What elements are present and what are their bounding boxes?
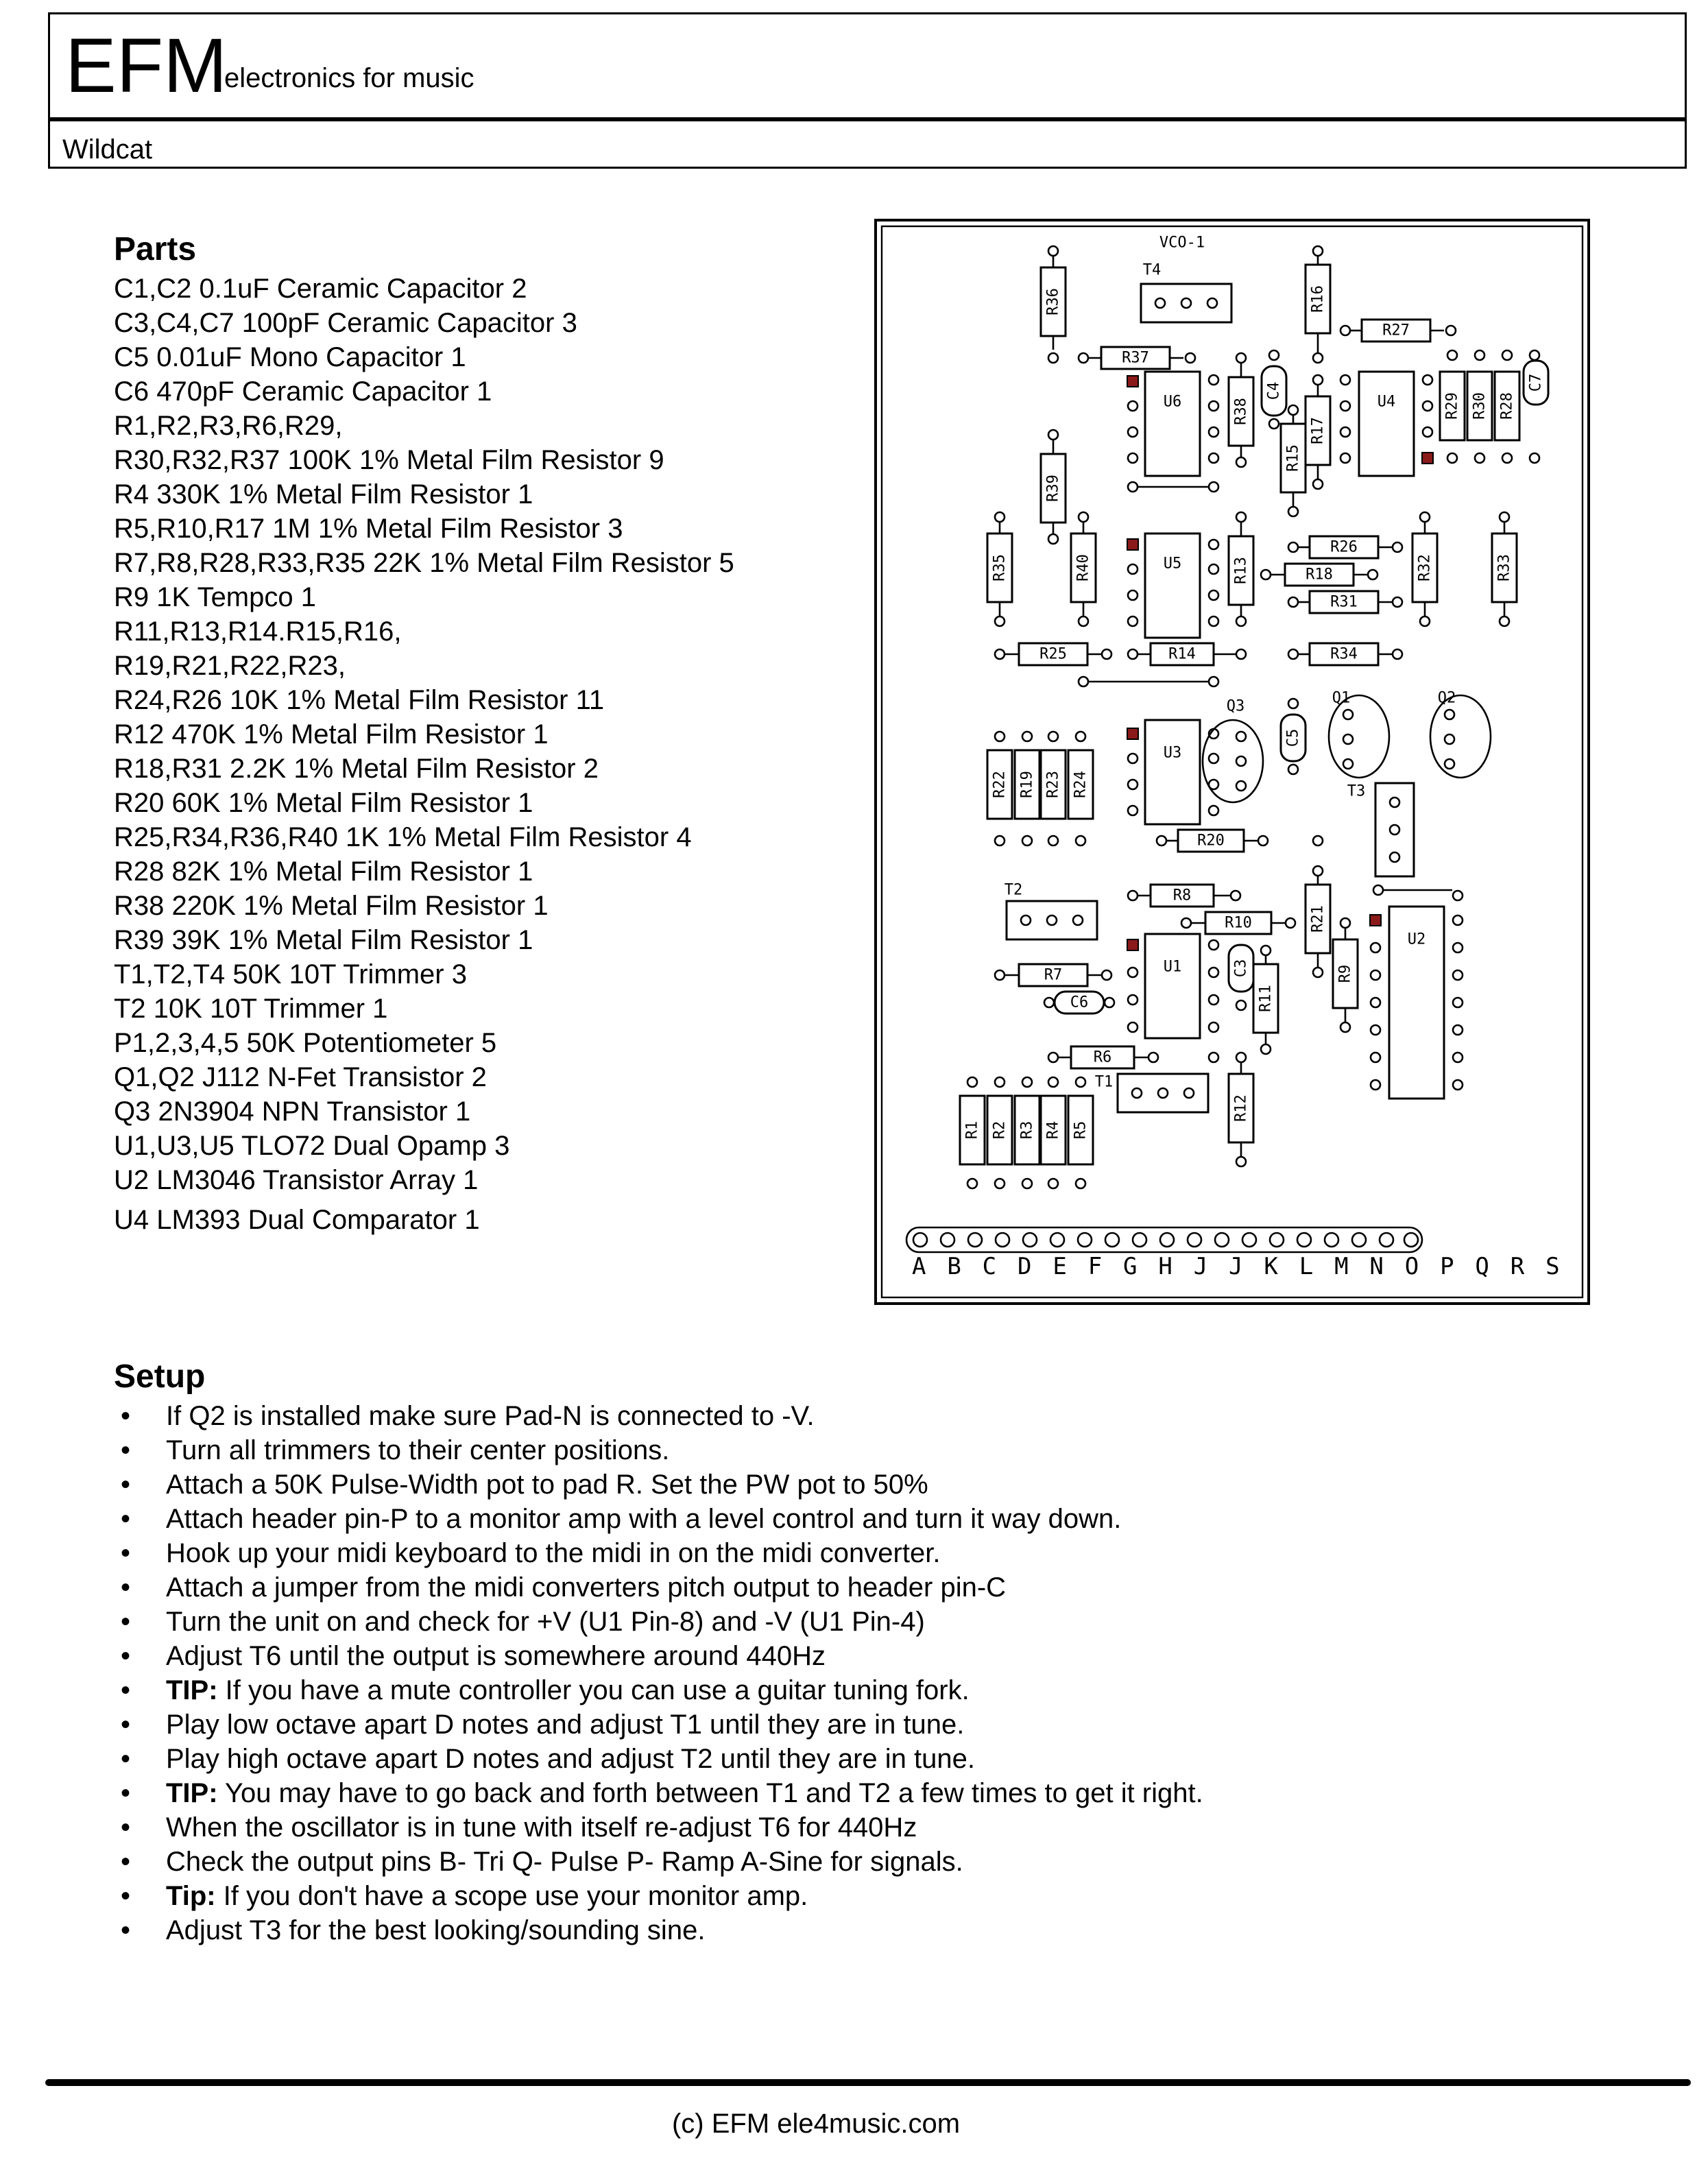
resistor-r38 (1229, 363, 1253, 457)
transistor-q2 (1430, 690, 1491, 778)
setup-step-text: Attach header pin-P to a monitor amp with a level control and turn it way down. (166, 1504, 1122, 1534)
setup-step (114, 1639, 1203, 1673)
svg-text:R26: R26 (1330, 538, 1358, 556)
bullet: • (121, 1675, 131, 1705)
resistor-r14 (1138, 643, 1236, 665)
resistor-r21 (1306, 876, 1330, 967)
transistor-q1 (1329, 690, 1389, 778)
resistor-r24 (1068, 750, 1093, 819)
resistor-r18 (1271, 564, 1367, 586)
resistor-r19 (1015, 750, 1039, 819)
trimmer-t1-label: T1 (1094, 1073, 1114, 1091)
resistor-r36 (1041, 256, 1066, 350)
bullet: • (121, 1607, 131, 1637)
brand-tagline: electronics for music (224, 63, 474, 93)
pcb-layout-diagram (874, 218, 1591, 1306)
resistor-r12 (1229, 1063, 1253, 1156)
svg-text:R32: R32 (1416, 554, 1434, 582)
bullet: • (121, 1401, 131, 1431)
setup-step (114, 1536, 1203, 1570)
parts-item: U1,U3,U5 TLO72 Dual Opamp 3 (114, 1131, 510, 1161)
resistor-r40 (1071, 523, 1096, 616)
setup-step (114, 1433, 1203, 1467)
svg-text:U5: U5 (1163, 555, 1182, 573)
resistor-r27 (1351, 320, 1444, 341)
trimmer-t2-label: T2 (1004, 881, 1023, 899)
parts-item: R28 82K 1% Metal Film Resistor 1 (114, 856, 533, 887)
parts-item: R5,R10,R17 1M 1% Metal Film Resistor 3 (114, 514, 623, 544)
parts-item: R12 470K 1% Metal Film Resistor 1 (114, 719, 549, 750)
setup-step-text: If you have a mute controller you can use a guitar tuning fork. (217, 1675, 970, 1705)
resistor-r4 (1041, 1096, 1066, 1164)
bullet: • (121, 1435, 131, 1465)
svg-text:R4: R4 (1044, 1120, 1062, 1140)
svg-text:R13: R13 (1232, 557, 1250, 584)
resistor-r31 (1299, 591, 1392, 613)
bullet: • (121, 1812, 131, 1843)
svg-text:U6: U6 (1163, 393, 1182, 411)
bullet: • (121, 1778, 131, 1808)
setup-step (114, 1707, 1203, 1742)
resistor-r23 (1041, 750, 1066, 819)
header-divider (50, 117, 1685, 121)
setup-step-text: Turn the unit on and check for +V (U1 Pin-8) and -V (U1 Pin-4) (166, 1607, 925, 1637)
capacitor-c7 (1524, 361, 1548, 405)
setup-step (114, 1776, 1203, 1810)
setup-heading: Setup (114, 1358, 206, 1395)
resistor-r20 (1167, 830, 1258, 852)
resistor-r6 (1059, 1046, 1148, 1068)
setup-step (114, 1810, 1203, 1845)
capacitor-c3 (1229, 945, 1253, 992)
bullet: • (121, 1538, 131, 1568)
setup-step (114, 1879, 1203, 1913)
setup-step (114, 1605, 1203, 1639)
setup-step-text: Adjust T6 until the output is somewhere around 440Hz (166, 1641, 826, 1671)
svg-text:R1: R1 (963, 1120, 981, 1140)
parts-item: U2 LM3046 Transistor Array 1 (114, 1165, 479, 1195)
resistor-r26 (1299, 536, 1392, 558)
tip-label: TIP: (166, 1778, 218, 1808)
resistor-r16 (1306, 256, 1330, 352)
trimmer-t1 (1118, 1074, 1208, 1112)
svg-text:Q3: Q3 (1226, 697, 1245, 715)
resistor-r2 (987, 1096, 1012, 1164)
setup-step-text: If you don't have a scope use your monitor amp. (215, 1881, 808, 1911)
svg-text:R19: R19 (1018, 771, 1036, 798)
parts-item: C6 470pF Ceramic Capacitor 1 (114, 376, 492, 407)
setup-step-text: You may have to go back and forth between T1 and T2 a few times to get it right. (217, 1778, 1203, 1808)
svg-text:R17: R17 (1309, 417, 1327, 444)
parts-item: R9 1K Tempco 1 (114, 582, 316, 612)
resistor-r5 (1068, 1096, 1093, 1164)
setup-step-text: Play high octave apart D notes and adjust T2 until they are in tune. (166, 1744, 975, 1774)
tip-label: TIP: (166, 1675, 218, 1705)
parts-item: C1,C2 0.1uF Ceramic Capacitor 2 (114, 274, 527, 304)
svg-text:R24: R24 (1072, 771, 1090, 798)
svg-text:R36: R36 (1044, 288, 1062, 315)
parts-item: Q1,Q2 J112 N-Fet Transistor 2 (114, 1062, 487, 1092)
trimmer-t2 (1007, 901, 1097, 939)
setup-step-text: Adjust T3 for the best looking/sounding sine. (166, 1915, 706, 1945)
svg-text:R16: R16 (1309, 285, 1327, 313)
svg-text:Q1: Q1 (1332, 689, 1351, 707)
svg-text:R35: R35 (991, 554, 1009, 582)
resistor-r10 (1192, 912, 1285, 934)
svg-text:U1: U1 (1163, 958, 1182, 976)
resistor-r22 (987, 750, 1012, 819)
svg-text:R9: R9 (1336, 964, 1354, 983)
bullet: • (121, 1470, 131, 1500)
svg-text:R8: R8 (1172, 887, 1192, 904)
parts-item: R39 39K 1% Metal Film Resistor 1 (114, 925, 533, 955)
svg-text:R34: R34 (1330, 645, 1358, 663)
resistor-r34 (1299, 643, 1392, 665)
svg-text:R11: R11 (1257, 985, 1275, 1012)
svg-text:C3: C3 (1232, 959, 1250, 978)
svg-text:R20: R20 (1197, 832, 1225, 850)
trimmer-t4 (1141, 284, 1231, 322)
trimmer-t4-label: T4 (1142, 261, 1162, 279)
svg-text:R27: R27 (1382, 322, 1410, 339)
resistor-r28 (1495, 372, 1519, 440)
svg-text:R28: R28 (1498, 392, 1516, 420)
bullet: • (121, 1641, 131, 1671)
svg-text:R29: R29 (1443, 392, 1461, 420)
bullet: • (121, 1710, 131, 1740)
bullet: • (121, 1744, 131, 1774)
bullet: • (121, 1847, 131, 1877)
brand-row (50, 14, 1685, 117)
header-pin-labels: A B C D E F G H J J K L M N O P Q R S (912, 1253, 1563, 1280)
parts-item: R30,R32,R37 100K 1% Metal Film Resistor 9 (114, 445, 664, 475)
chip-u1 (1145, 934, 1200, 1038)
svg-text:R30: R30 (1471, 392, 1489, 420)
svg-text:R38: R38 (1232, 398, 1250, 425)
setup-step (114, 1467, 1203, 1502)
parts-item: R38 220K 1% Metal Film Resistor 1 (114, 891, 549, 921)
parts-item: R25,R34,R36,R40 1K 1% Metal Film Resistor 4 (114, 822, 692, 852)
setup-step-text: Check the output pins B- Tri Q- Pulse P- Ramp A-Sine for signals. (166, 1847, 963, 1877)
svg-text:R31: R31 (1330, 593, 1358, 611)
svg-text:C4: C4 (1265, 381, 1283, 400)
svg-text:C6: C6 (1070, 994, 1089, 1011)
resistor-r32 (1412, 523, 1437, 616)
resistor-r7 (1005, 964, 1101, 986)
setup-step-text: If Q2 is installed make sure Pad-N is connected to -V. (166, 1401, 815, 1431)
pcb-svg (874, 218, 1591, 1306)
svg-text:U2: U2 (1407, 931, 1426, 948)
resistor-r39 (1041, 440, 1066, 533)
svg-text:R21: R21 (1309, 905, 1327, 933)
svg-text:R10: R10 (1225, 914, 1252, 932)
svg-text:R3: R3 (1018, 1120, 1036, 1140)
setup-step (114, 1399, 1203, 1433)
svg-text:R2: R2 (991, 1120, 1009, 1140)
setup-step (114, 1502, 1203, 1536)
bullet: • (121, 1572, 131, 1603)
setup-step (114, 1845, 1203, 1879)
resistor-r35 (987, 523, 1012, 616)
parts-list (114, 272, 734, 1237)
svg-text:R15: R15 (1284, 444, 1302, 472)
parts-item: T1,T2,T4 50K 10T Trimmer 3 (114, 959, 467, 990)
footer-rule (45, 2079, 1691, 2086)
parts-item: R7,R8,R28,R33,R35 22K 1% Metal Film Resistor 5 (114, 548, 734, 578)
capacitor-c6 (1055, 992, 1104, 1014)
svg-text:R18: R18 (1306, 566, 1333, 584)
chip-u2 (1389, 907, 1444, 1099)
bullet: • (121, 1504, 131, 1534)
resistor-r3 (1015, 1096, 1039, 1164)
parts-heading: Parts (114, 231, 197, 267)
resistor-r30 (1467, 372, 1492, 440)
resistor-r29 (1440, 372, 1465, 440)
resistor-r8 (1138, 885, 1230, 907)
svg-text:R25: R25 (1039, 645, 1067, 663)
board-title: VCO-1 (1159, 234, 1205, 252)
setup-step (114, 1570, 1203, 1605)
setup-step-text: Turn all trimmers to their center positions. (166, 1435, 670, 1465)
parts-item: R19,R21,R22,R23, (114, 651, 346, 681)
svg-text:R23: R23 (1044, 771, 1062, 798)
parts-item: R1,R2,R3,R6,R29, (114, 411, 343, 441)
parts-item: R11,R13,R14.R15,R16, (114, 616, 402, 647)
setup-step-text: Play low octave apart D notes and adjust T1 until they are in tune. (166, 1710, 965, 1740)
resistor-r37 (1089, 347, 1183, 369)
parts-item: R4 330K 1% Metal Film Resistor 1 (114, 479, 533, 509)
resistor-r33 (1492, 523, 1517, 616)
header-pin-strip (906, 1227, 1422, 1252)
svg-text:U4: U4 (1377, 393, 1396, 411)
resistor-r11 (1253, 956, 1278, 1044)
parts-item: C3,C4,C7 100pF Ceramic Capacitor 3 (114, 308, 577, 338)
parts-item: U4 LM393 Dual Comparator 1 (114, 1205, 480, 1235)
setup-step (114, 1742, 1203, 1776)
resistor-r25 (1005, 643, 1101, 665)
svg-text:R5: R5 (1072, 1120, 1090, 1140)
project-name: Wildcat (62, 134, 153, 165)
setup-step-text: When the oscillator is in tune with itself re-adjust T6 for 440Hz (166, 1812, 917, 1843)
resistor-r13 (1229, 523, 1253, 616)
parts-item: R24,R26 10K 1% Metal Film Resistor 11 (114, 685, 605, 715)
svg-text:C5: C5 (1284, 728, 1302, 747)
svg-text:R22: R22 (991, 771, 1009, 798)
parts-item: T2 10K 10T Trimmer 1 (114, 994, 388, 1024)
chip-u3 (1145, 720, 1200, 824)
trimmer-t3-label: T3 (1347, 782, 1366, 800)
resistor-r1 (960, 1096, 985, 1164)
tip-label: Tip: (166, 1881, 216, 1911)
setup-step-text: Attach a jumper from the midi converters pitch output to header pin-C (166, 1572, 1007, 1603)
parts-item: R18,R31 2.2K 1% Metal Film Resistor 2 (114, 754, 599, 784)
svg-text:C7: C7 (1527, 373, 1545, 392)
footer-copyright: (c) EFM ele4music.com (671, 2109, 961, 2139)
parts-item: R20 60K 1% Metal Film Resistor 1 (114, 788, 533, 818)
parts-item: Q3 2N3904 NPN Transistor 1 (114, 1096, 471, 1127)
svg-text:R12: R12 (1232, 1094, 1250, 1122)
svg-text:R33: R33 (1495, 554, 1513, 582)
resistor-r15 (1281, 416, 1306, 506)
capacitor-c4 (1262, 366, 1286, 416)
parts-item: P1,2,3,4,5 50K Potentiometer 5 (114, 1028, 497, 1058)
svg-text:R7: R7 (1044, 966, 1063, 984)
chip-u6 (1145, 372, 1200, 476)
svg-text:R40: R40 (1074, 554, 1092, 582)
resistor-r9 (1333, 928, 1358, 1022)
setup-list (114, 1399, 1203, 1947)
trimmer-t3 (1375, 783, 1414, 876)
svg-text:R6: R6 (1093, 1048, 1112, 1066)
svg-text:R14: R14 (1168, 645, 1196, 663)
svg-text:Q2: Q2 (1437, 689, 1456, 707)
setup-step-text: Hook up your midi keyboard to the midi in on the midi converter. (166, 1538, 941, 1568)
setup-step (114, 1913, 1203, 1947)
setup-step (114, 1673, 1203, 1707)
svg-text:R37: R37 (1122, 349, 1149, 367)
brand-logo-text: EFM (65, 23, 228, 108)
chip-u4 (1359, 372, 1414, 476)
parts-item: C5 0.01uF Mono Capacitor 1 (114, 342, 466, 372)
chip-u5 (1145, 533, 1200, 638)
bullet: • (121, 1915, 131, 1945)
setup-step-text: Attach a 50K Pulse-Width pot to pad R. Set the PW pot to 50% (166, 1470, 928, 1500)
svg-text:R39: R39 (1044, 475, 1062, 502)
page-header (48, 12, 1687, 169)
bullet: • (121, 1881, 131, 1911)
resistor-r17 (1306, 385, 1330, 479)
svg-text:U3: U3 (1163, 744, 1182, 762)
capacitor-c5 (1281, 715, 1306, 761)
